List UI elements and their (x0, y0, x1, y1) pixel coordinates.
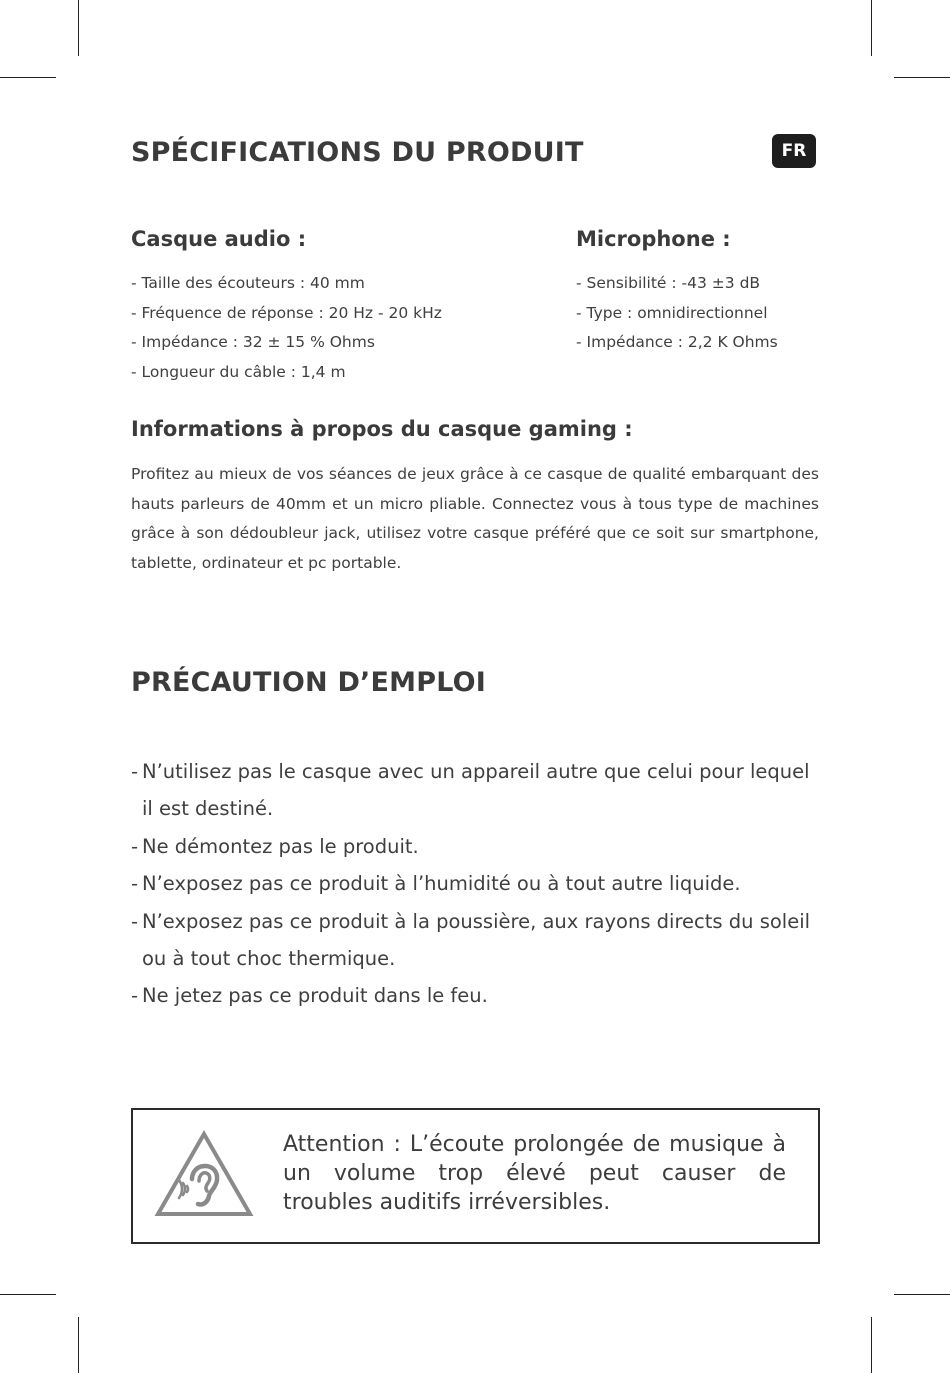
crop-mark-top-right-horizontal (894, 77, 950, 78)
spec-item: - Type : omnidirectionnel (576, 303, 768, 322)
precaution-item (131, 903, 821, 978)
bullet-dash: - (131, 984, 139, 1008)
microphone-specs-list (576, 269, 778, 358)
precautions-title: PRÉCAUTION D’EMPLOI (131, 667, 487, 698)
bullet-dash: - (131, 872, 139, 896)
precaution-text: N’utilisez pas le casque avec un appareil autre que celui pour lequel il est destiné. (142, 760, 810, 821)
spec-item: - Impédance : 32 ± 15 % Ohms (131, 333, 375, 352)
precaution-item (131, 753, 821, 828)
precaution-item (131, 865, 821, 902)
info-paragraph: Profitez au mieux de vos séances de jeux grâce à ce casque de qualité embarquant des hauts parleurs de 40mm et un micro pliable. Connectez vous à tous type de machines grâce à son dédoubleur jack, utilisez votre casque préféré que ce soit sur smartphone, tablette, ordinateur et pc portable. (131, 465, 819, 573)
precaution-text: Ne démontez pas le produit. (142, 834, 419, 858)
crop-mark-bottom-right-vertical (871, 1317, 872, 1373)
headset-specs-title: Casque audio : (131, 227, 307, 251)
microphone-specs-title: Microphone : (576, 227, 731, 251)
spec-item: - Longueur du câble : 1,4 m (131, 363, 346, 382)
spec-item: - Taille des écouteurs : 40 mm (131, 274, 365, 292)
precaution-item (131, 977, 821, 1014)
crop-mark-top-right-vertical (871, 0, 872, 56)
page-title: SPÉCIFICATIONS DU PRODUIT (131, 137, 584, 168)
bullet-dash: - (131, 760, 139, 783)
hearing-warning-icon (154, 1130, 254, 1222)
spec-item: - Impédance : 2,2 K Ohms (576, 333, 778, 352)
crop-mark-top-left-vertical (78, 0, 79, 56)
precautions-list (131, 753, 821, 1015)
precaution-item (131, 828, 821, 865)
language-badge: FR (772, 134, 816, 168)
info-title: Informations à propos du casque gaming : (131, 417, 633, 441)
precaution-text: N’exposez pas ce produit à la poussière, aux rayons directs du soleil ou à tout choc thermique. (142, 909, 811, 971)
hearing-warning-box (131, 1108, 820, 1244)
crop-mark-top-left-horizontal (0, 77, 56, 78)
spec-item: - Sensibilité : -43 ±3 dB (576, 274, 761, 292)
precaution-text: N’exposez pas ce produit à l’humidité ou à tout autre liquide. (142, 872, 741, 896)
spec-item: - Fréquence de réponse : 20 Hz - 20 kHz (131, 303, 442, 322)
bullet-dash: - (131, 834, 139, 858)
crop-mark-bottom-left-vertical (78, 1317, 79, 1373)
crop-mark-bottom-right-horizontal (894, 1294, 950, 1295)
crop-mark-bottom-left-horizontal (0, 1294, 56, 1295)
bullet-dash: - (131, 909, 139, 933)
precaution-text: Ne jetez pas ce produit dans le feu. (142, 984, 488, 1008)
headset-specs-list (131, 269, 442, 388)
warning-text: Attention : L’écoute prolongée de musique à un volume trop élevé peut causer de troubles auditifs irréversibles. (283, 1132, 786, 1215)
